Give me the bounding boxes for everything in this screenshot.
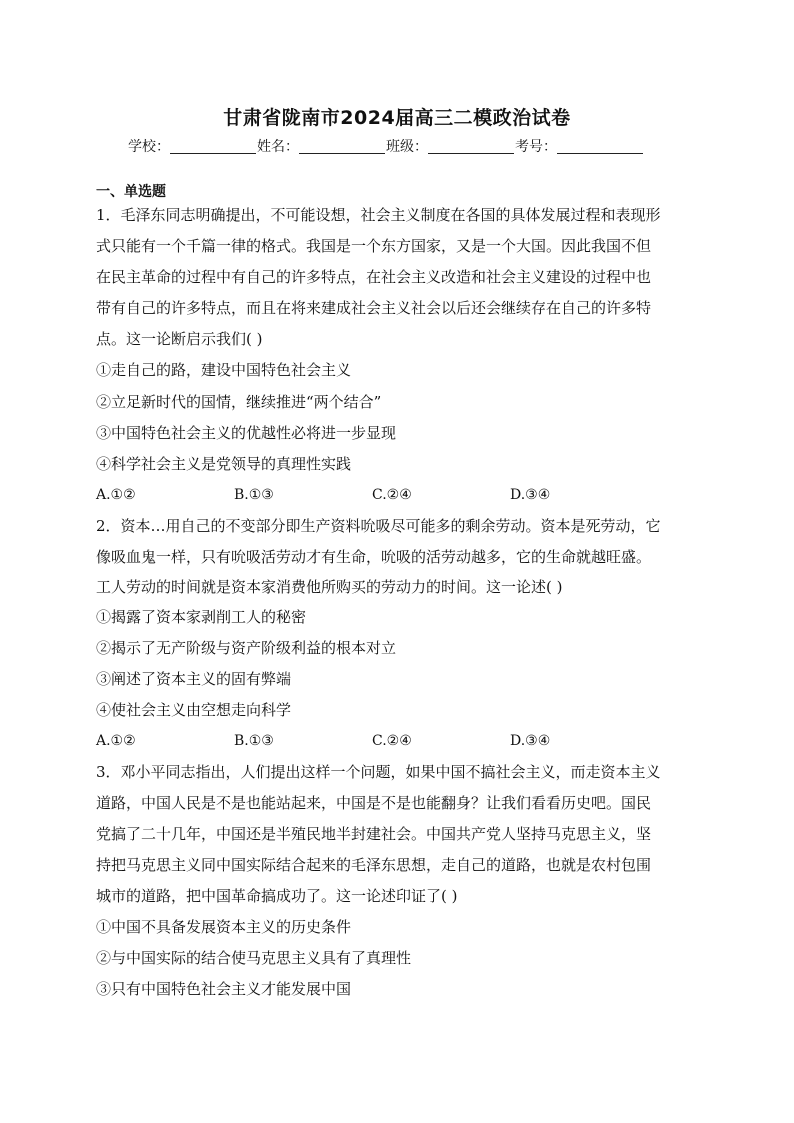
q2-statement: ②揭示了无产阶级与资产阶级利益的根本对立 bbox=[96, 639, 397, 657]
q2-stem-line: 2．资本…用自己的不变部分即生产资料吮吸尽可能多的剩余劳动。资本是死劳动，它 bbox=[96, 517, 661, 535]
q1-option-c[interactable]: C.②④ bbox=[372, 487, 412, 503]
q1-statement: ③中国特色社会主义的优越性必将进一步显现 bbox=[96, 424, 397, 442]
class-label: 班级： bbox=[386, 139, 428, 155]
q3-stem-line: 道路，中国人民是不是也能站起来，中国是不是也能翻身？让我们看看历史吧。国民 bbox=[96, 794, 652, 812]
number-blank[interactable] bbox=[557, 139, 643, 154]
q1-option-a[interactable]: A.①② bbox=[96, 487, 136, 503]
school-blank[interactable] bbox=[170, 139, 256, 154]
class-blank[interactable] bbox=[428, 139, 514, 154]
q1-stem-line: 1．毛泽东同志明确提出，不可能设想，社会主义制度在各国的具体发展过程和表现形 bbox=[96, 206, 661, 224]
q3-stem-line: 党搞了二十几年，中国还是半殖民地半封建社会。中国共产党人坚持马克思主义，坚 bbox=[96, 825, 652, 843]
q2-stem-line: 工人劳动的时间就是资本家消费他所购买的劳动力的时间。这一论述( ) bbox=[96, 578, 563, 596]
number-label: 考号： bbox=[515, 139, 557, 155]
q2-statement: ③阐述了资本主义的固有弊端 bbox=[96, 670, 292, 688]
q2-option-c[interactable]: C.②④ bbox=[372, 733, 412, 749]
q2-option-a[interactable]: A.①② bbox=[96, 733, 136, 749]
q1-stem-line: 在民主革命的过程中有自己的许多特点，在社会主义改造和社会主义建设的过程中也 bbox=[96, 268, 652, 286]
q2-statement: ④使社会主义由空想走向科学 bbox=[96, 701, 292, 719]
q1-stem-line: 点。这一论断启示我们( ) bbox=[96, 330, 263, 348]
q1-statement: ②立足新时代的国情，继续推进“两个结合” bbox=[96, 393, 382, 411]
page-title: 甘肃省陇南市2024届高三二模政治试卷 bbox=[223, 107, 571, 129]
q3-stem-line: 3．邓小平同志指出，人们提出这样一个问题，如果中国不搞社会主义，而走资本主义 bbox=[96, 763, 661, 781]
q3-statement: ③只有中国特色社会主义才能发展中国 bbox=[96, 980, 352, 998]
q3-stem-line: 持把马克思主义同中国实际结合起来的毛泽东思想，走自己的道路，也就是农村包围 bbox=[96, 856, 652, 874]
q3-statement: ②与中国实际的结合使马克思主义具有了真理性 bbox=[96, 949, 412, 967]
q2-option-b[interactable]: B.①③ bbox=[234, 733, 274, 749]
q1-stem-line: 式只能有一个千篇一律的格式。我国是一个东方国家，又是一个大国。因此我国不但 bbox=[96, 237, 652, 255]
q1-option-b[interactable]: B.①③ bbox=[234, 487, 274, 503]
q2-option-d[interactable]: D.③④ bbox=[510, 733, 551, 749]
q1-option-d[interactable]: D.③④ bbox=[510, 487, 551, 503]
q3-statement: ①中国不具备发展资本主义的历史条件 bbox=[96, 918, 352, 936]
q3-stem-line: 城市的道路，把中国革命搞成功了。这一论述印证了( ) bbox=[96, 887, 458, 905]
q1-statement: ①走自己的路，建设中国特色社会主义 bbox=[96, 361, 352, 379]
q1-statement: ④科学社会主义是党领导的真理性实践 bbox=[96, 455, 352, 473]
name-label: 姓名： bbox=[257, 139, 299, 155]
q1-stem-line: 带有自己的许多特点，而且在将来建成社会主义社会以后还会继续存在自己的许多特 bbox=[96, 299, 652, 317]
name-blank[interactable] bbox=[299, 139, 385, 154]
section-heading: 一、单选题 bbox=[96, 184, 166, 200]
school-label: 学校： bbox=[128, 139, 170, 155]
student-info-row bbox=[128, 136, 688, 156]
q2-stem-line: 像吸血鬼一样，只有吮吸活劳动才有生命，吮吸的活劳动越多，它的生命就越旺盛。 bbox=[96, 548, 652, 566]
q2-statement: ①揭露了资本家剥削工人的秘密 bbox=[96, 608, 307, 626]
